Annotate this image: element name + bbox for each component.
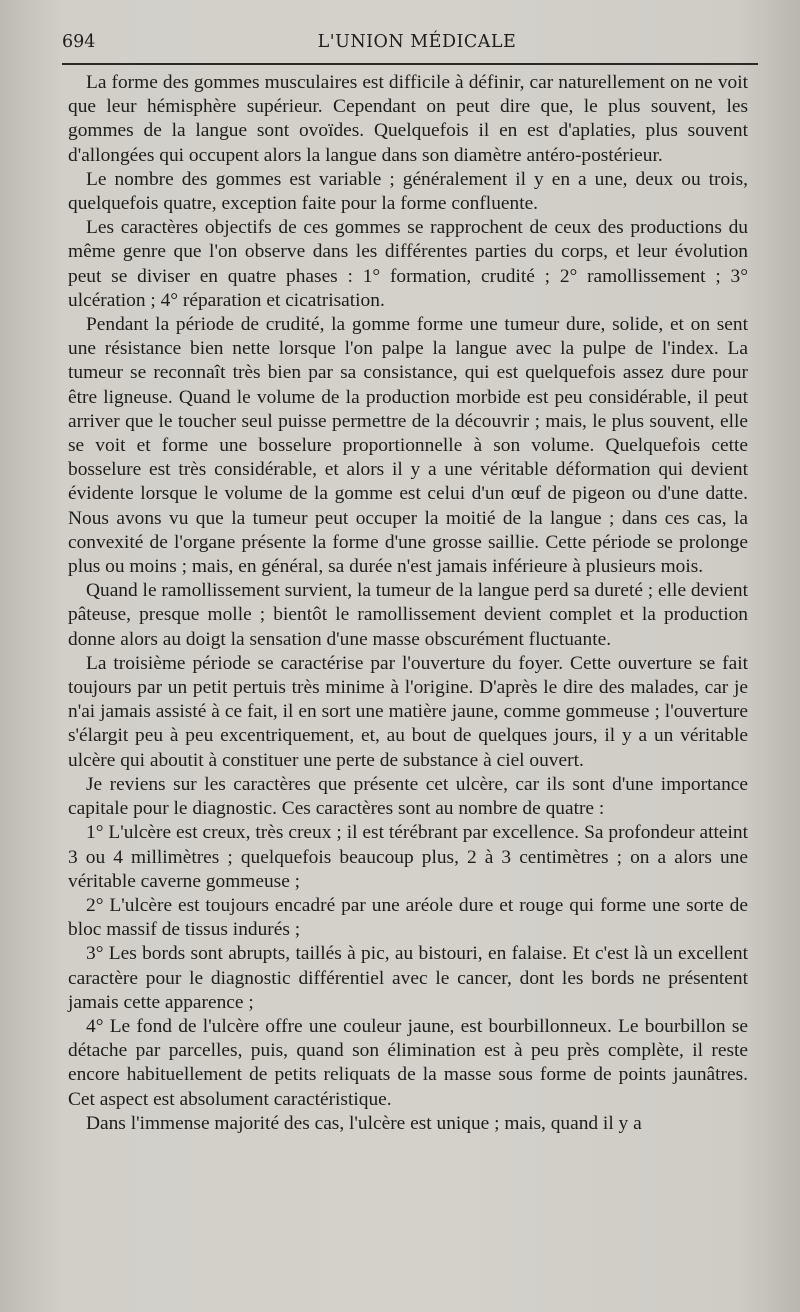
paragraph-caracteres-ulcere: Je reviens sur les caractères que présente cet ulcère, car ils sont d'une importance capitale pour le diagnostic. Ces caractères sont au nombre de quatre : [68,773,748,820]
paragraph-caracteres-objectifs: Les caractères objectifs de ces gommes se rapprochent de ceux des productions du même genre que l'on observe dans les différentes parties du corps, et leur évolution peut se diviser en quatre phases : 1° formation, crudité ; 2° ramollissement ; 3° ulcération ; 4° réparation et cicatrisation. [68,217,748,311]
header-rule [62,63,758,65]
paragraph-unique: Dans l'immense majorité des cas, l'ulcère est unique ; mais, quand il y a [86,1112,642,1134]
paragraph-gomme-forme: La forme des gommes musculaires est difficile à définir, car naturellement on ne voit que leur hémisphère supérieur. Cependant on peut dire que, le plus souvent, les gommes de la langue sont ovoïdes. Quelquefois il en est d'aplaties, plus souvent d'allongées qui occupent alors la langue dans son diamètre antéro-postérieur. [68,72,748,166]
paragraph-nombre: Le nombre des gommes est variable ; généralement il y en a une, deux ou trois, quelquefois quatre, exception faite pour la forme confluente. [68,168,748,215]
paragraph-ramollissement: Quand le ramollissement survient, la tumeur de la langue perd sa dureté ; elle devient pâteuse, presque molle ; bientôt le ramollissement devient complet et la production donne alors au doigt la sensation d'une masse obscurément fluctuante. [68,580,748,650]
list-item-3: 3° Les bords sont abrupts, taillés à pic, au bistouri, en falaise. Et c'est là un excellent caractère pour le diagnostic différentiel avec le cancer, dont les bords ne présentent jamais cette apparence ; [68,943,748,1013]
list-item-4: 4° Le fond de l'ulcère offre une couleur jaune, est bourbillonneux. Le bourbillon se détache par parcelles, puis, quand son élimination est à peu près complète, il reste encore habituellement de petits reliquats de la masse sous forme de points jaunâtres. Cet aspect est absolument caractéristique. [68,1015,748,1110]
paragraph-crudite: Pendant la période de crudité, la gomme forme une tumeur dure, solide, et on sent une résistance bien nette lorsque l'on palpe la langue avec la pulpe de l'index. La tumeur se reconnaît très bien par sa consistance, qui est quelquefois assez dure pour être ligneuse. Quand le volume de la production morbide est peu considérable, il peut arriver que le toucher seul puisse permettre de la découvrir ; mais, le plus souvent, elle se voit et forme une bosselure proportionnelle à son volume. Quelquefois cette bosselure est très considérable, et alors il y a une véritable déformation qui devient évidente lorsque le volume de la gomme est celui d'un œuf de pigeon ou d'une datte. Nous avons vu que la tumeur peut occuper la moitié de la langue ; dans ces cas, la convexité de l'organe présente la forme d'une grosse saillie. Cette période se prolonge plus ou moins ; mais, en général, sa durée n'est jamais inférieure à plusieurs mois. [68,314,748,578]
list-item-2: 2° L'ulcère est toujours encadré par une aréole dure et rouge qui forme une sorte de bloc massif de tissus indurés ; [68,894,748,941]
running-title: L'UNION MÉDICALE [317,32,517,52]
page-header [62,30,748,60]
page-number: 694 [62,32,96,52]
paragraph-ulceration: La troisième période se caractérise par l'ouverture du foyer. Cette ouverture se fait toujours par un petit pertuis très minime à l'origine. D'après le dire des malades, car je n'ai jamais assisté à ce fait, il en sort une matière jaune, comme gommeuse ; l'ouverture s'élargit peu à peu excentriquement, et, au bout de quelques jours, il y a un véritable ulcère qui aboutit à constituer une perte de substance à ciel ouvert. [68,652,748,771]
body-text [68,71,748,1136]
list-item-1: 1° L'ulcère est creux, très creux ; il est térébrant par excellence. Sa profondeur atteint 3 ou 4 millimètres ; quelquefois beaucoup plus, 2 à 3 centimètres ; on a alors une véritable caverne gommeuse ; [68,822,748,892]
